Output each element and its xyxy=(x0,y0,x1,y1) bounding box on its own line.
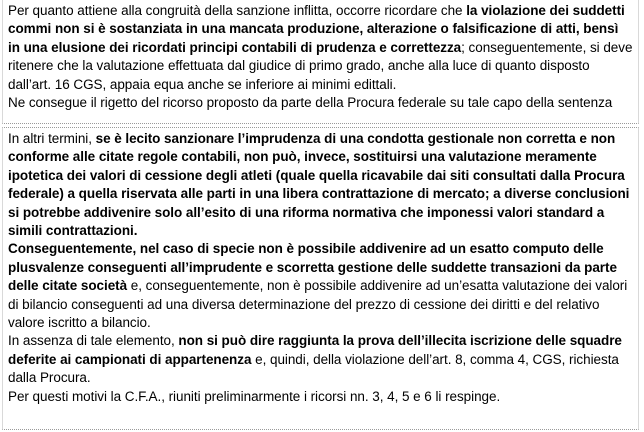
paragraph-motivi xyxy=(8,388,633,406)
text-run: In assenza di tale elemento, xyxy=(8,333,179,349)
text-cell-2[interactable] xyxy=(2,127,639,430)
text-run: e, quindi, della violazione dell’art. 8, comma 4, CGS, richiesta dalla Procura. xyxy=(8,351,619,386)
text-run: In altri termini, xyxy=(8,131,96,146)
text-run: Ne consegue il rigetto del ricorso proposto da parte della Procura federale su tale capo della sentenza xyxy=(8,95,613,111)
paragraph-altri-termini xyxy=(8,130,633,240)
paragraph-conseguentemente xyxy=(8,240,633,332)
text-run: e, conseguentemente, non è possibile addivenire ad un’esatta valutazione dei valori di bilancio conseguenti ad una diversa determinazione del prezzo di cessione dei diritti e del relativo valore iscritto a bilancio. xyxy=(8,278,628,331)
paragraph-rigetto xyxy=(8,94,633,112)
bold-text-run: non si può dire raggiunta la prova dell’illecita iscrizione delle squadre deferite ai campionati di appartenenza xyxy=(8,333,622,367)
bold-text-run: se è lecito sanzionare l’imprudenza di una condotta gestionale non corretta e non conforme alle citate regole contabili, non può, invece, sostituirsi una valutazione meramente ipotetica dei valori di cessione degli atleti (quale quella ricavabile dai siti consultati dalla Procura federale) a quella riservata alle parti in una libera contrattazione di mercato; a diverse conclusioni si potrebbe addivenire solo all’esito di una riforma normativa che imponessi valori standard a simili contrattazioni. xyxy=(8,131,630,239)
text-run: Per quanto attiene alla congruità della sanzione inflitta, occorre ricordare che xyxy=(8,3,467,18)
paragraph-congruita xyxy=(8,2,633,94)
text-run: Per questi motivi la C.F.A., riuniti preliminarmente i ricorsi nn. 3, 4, 5 e 6 li respinge. xyxy=(8,388,501,404)
bold-text-run: Conseguentemente, nel caso di specie non è possibile addivenire ad un esatto computo delle plusvalenze conseguenti all’imprudente e scorretta gestione delle suddette transazioni da parte delle citate società xyxy=(8,241,617,294)
bold-text-run: la violazione dei suddetti commi non si è sostanziata in una mancata produzione, alterazione o falsificazione di atti, bensì in una elusione dei ricordati principi contabili di prudenza e correttezza xyxy=(8,3,625,55)
text-run: ; conseguentemente, si deve ritenere che la valutazione effettuata dal giudice di primo grado, anche alla luce di quanto disposto dall’art. 16 CGS, appaia equa anche se inferiore ai minimi edittali. xyxy=(8,39,633,92)
text-cell-1[interactable] xyxy=(2,0,639,124)
paragraph-assenza xyxy=(8,332,633,387)
